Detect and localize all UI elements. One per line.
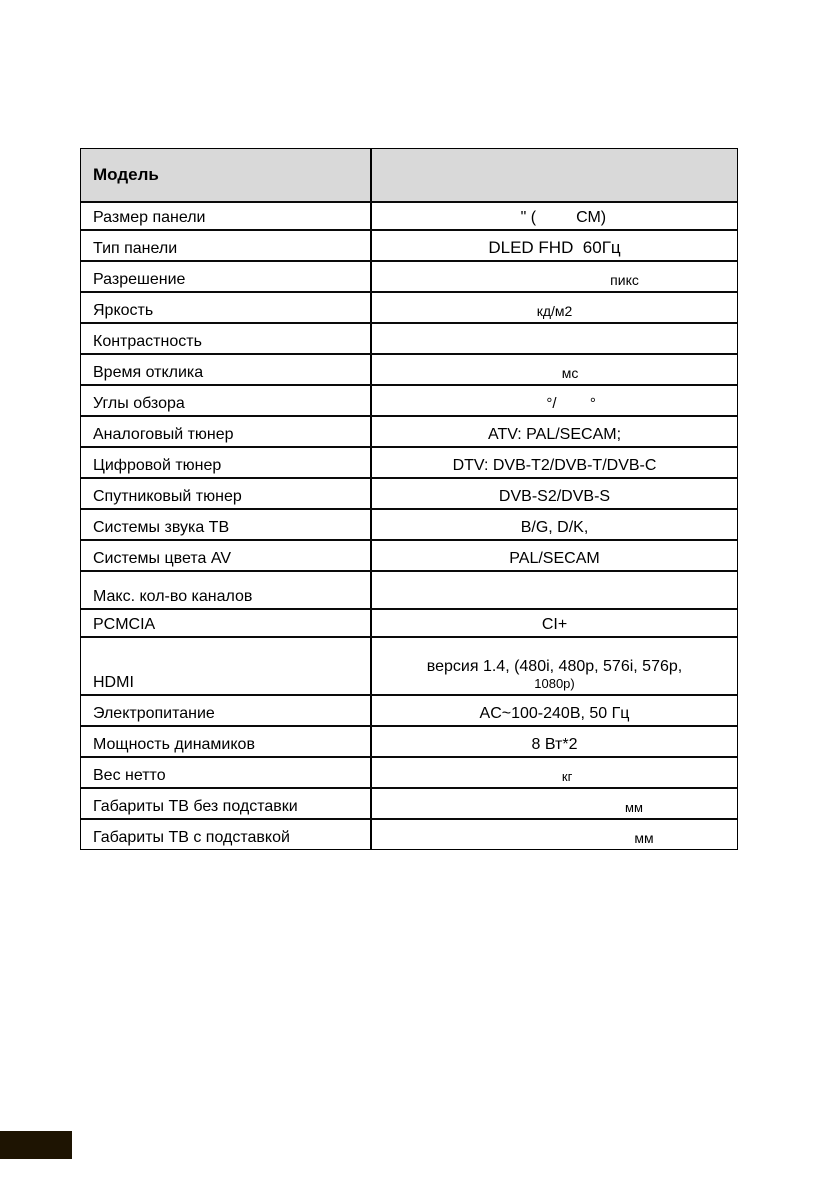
spec-value: [372, 417, 737, 446]
spec-label: Время отклика: [81, 355, 372, 384]
spec-value-text: пикс: [470, 272, 639, 289]
spec-value: [372, 758, 737, 787]
spec-value-text: версия 1.4, (480i, 480p, 576i, 576p,: [426, 658, 683, 676]
spec-value-text: AC~100-240В, 50 Гц: [479, 704, 630, 722]
spec-value-text: DVB-S2/DVB-S: [498, 487, 611, 505]
spec-value: [372, 727, 737, 756]
table-row: [81, 725, 737, 756]
spec-label: Контрастность: [81, 324, 372, 353]
spec-value: [372, 610, 737, 636]
table-row: [81, 322, 737, 353]
spec-value: [372, 293, 737, 322]
header-model-value: [372, 149, 737, 201]
spec-value-text-line2: 1080p): [534, 676, 575, 692]
table-row: [81, 694, 737, 725]
spec-label: Тип панели: [81, 231, 372, 260]
spec-value: [372, 262, 737, 291]
spec-value-text: PAL/SECAM: [509, 549, 600, 567]
spec-label: Электропитание: [81, 696, 372, 725]
spec-value: [372, 231, 737, 260]
spec-label: Макс. кол-во каналов: [81, 572, 372, 608]
table-row: [81, 291, 737, 322]
spec-value: [372, 386, 737, 415]
table-row: [81, 229, 737, 260]
spec-label: Цифровой тюнер: [81, 448, 372, 477]
spec-label: Углы обзора: [81, 386, 372, 415]
spec-label: Спутниковый тюнер: [81, 479, 372, 508]
spec-value: [372, 479, 737, 508]
table-row: [81, 201, 737, 229]
page-number-block: [0, 1131, 72, 1159]
table-row: [81, 608, 737, 636]
table-header-row: [81, 149, 737, 201]
spec-label: Системы звука ТВ: [81, 510, 372, 539]
spec-value-text: DTV: DVB-T2/DVB-T/DVB-C: [452, 456, 657, 474]
spec-value-text: 8 Вт*2: [531, 735, 578, 753]
spec-value: [372, 638, 737, 694]
spec-label: Размер панели: [81, 203, 372, 229]
spec-value-text: DLED FHD 60Гц: [488, 237, 621, 257]
spec-value: [372, 448, 737, 477]
table-row: [81, 818, 737, 849]
spec-value-text: CI+: [541, 615, 568, 633]
spec-label: Габариты ТВ с подставкой: [81, 820, 372, 849]
spec-label: Яркость: [81, 293, 372, 322]
spec-value: [372, 820, 737, 849]
spec-label: Системы цвета AV: [81, 541, 372, 570]
table-row: [81, 446, 737, 477]
table-row: [81, 384, 737, 415]
table-row: [81, 415, 737, 446]
spec-value: [372, 696, 737, 725]
spec-value: [372, 572, 737, 608]
spec-value-text: мм: [466, 800, 643, 816]
spec-value: [372, 203, 737, 229]
spec-value: [372, 355, 737, 384]
header-model-label: Модель: [81, 149, 372, 201]
table-row: [81, 636, 737, 694]
spec-value-text: " ( СМ): [502, 208, 607, 226]
spec-label: Вес нетто: [81, 758, 372, 787]
table-row: [81, 260, 737, 291]
spec-value-text: мс: [530, 365, 579, 382]
spec-label: PCMCIA: [81, 610, 372, 636]
table-row: [81, 539, 737, 570]
spec-value-text: B/G, D/K,: [520, 518, 589, 536]
spec-value-text: кд/м2: [536, 303, 573, 320]
spec-value: [372, 789, 737, 818]
spec-label: Аналоговый тюнер: [81, 417, 372, 446]
table-row: [81, 756, 737, 787]
spec-label: Мощность динамиков: [81, 727, 372, 756]
spec-value-text: °/ °: [513, 395, 596, 412]
table-row: [81, 508, 737, 539]
spec-label: HDMI: [81, 638, 372, 694]
spec-label: Разрешение: [81, 262, 372, 291]
spec-value-text: ATV: PAL/SECAM;: [487, 425, 622, 443]
spec-label: Габариты ТВ без подставки: [81, 789, 372, 818]
spec-value: [372, 541, 737, 570]
table-row: [81, 353, 737, 384]
spec-table-rows: [81, 201, 737, 849]
table-row: [81, 477, 737, 508]
spec-value-text: кг: [536, 769, 573, 785]
tv-spec-table: [80, 148, 738, 850]
spec-value-text: мм: [455, 830, 654, 847]
table-row: [81, 787, 737, 818]
table-row: [81, 570, 737, 608]
spec-value: [372, 510, 737, 539]
spec-value: [372, 324, 737, 353]
